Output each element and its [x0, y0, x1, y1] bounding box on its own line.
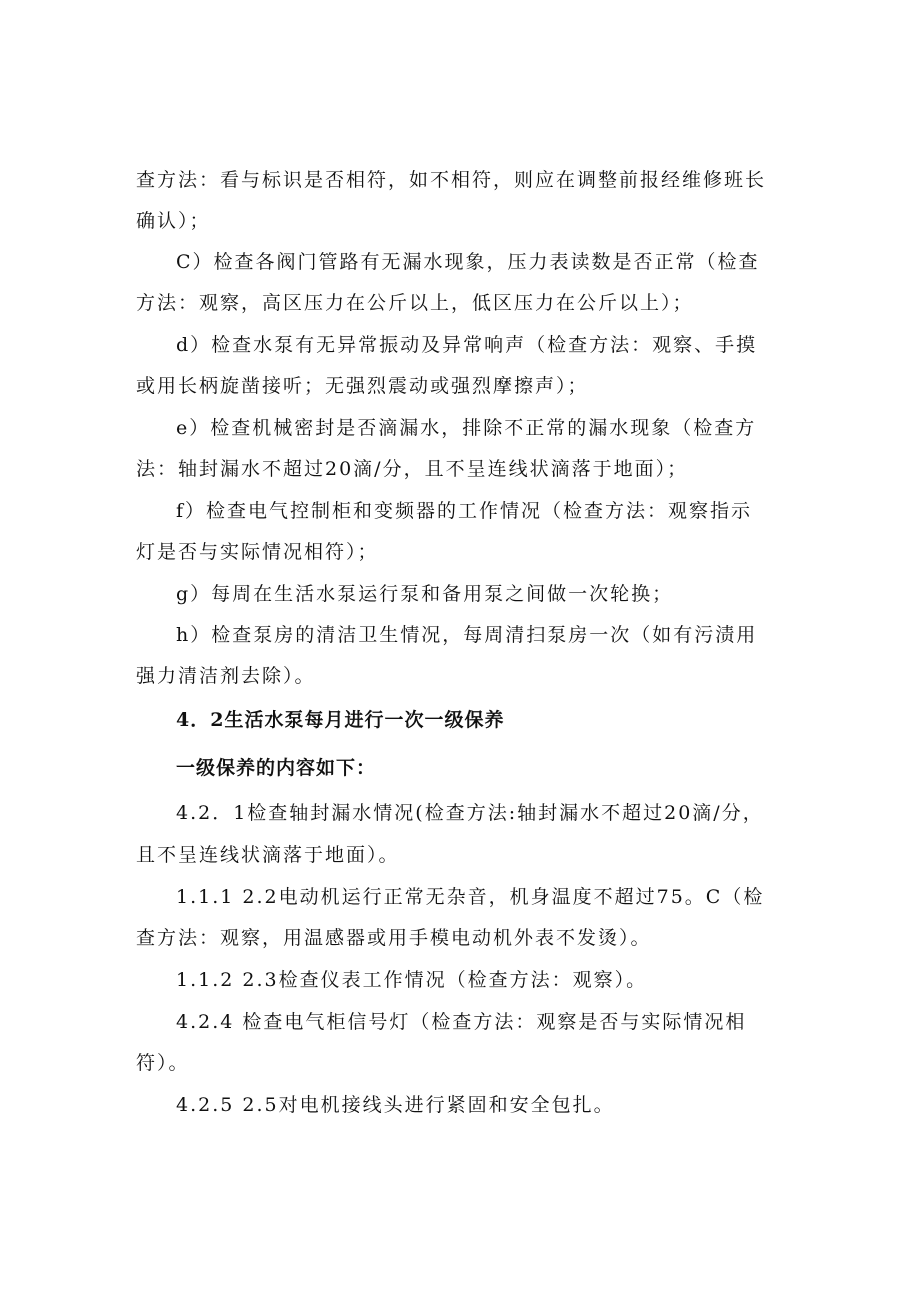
item-2-2: 1.1.1 2.2电动机运行正常无杂音，机身温度不超过75。C（检 — [176, 886, 765, 908]
item-d: d）检查水泵有无异常振动及异常响声（检查方法：观察、手摸 — [176, 334, 758, 356]
text-line: 法：轴封漏水不超过20滴/分，且不呈连线状滴落于地面）； — [136, 458, 689, 480]
text-line: 确认）； — [136, 210, 211, 232]
item-2-3: 1.1.2 2.3检查仪表工作情况（检查方法：观察）。 — [176, 969, 648, 991]
text-line: 或用长柄旋凿接听；无强烈震动或强烈摩擦声）； — [136, 375, 589, 397]
item-g: g）每周在生活水泵运行泵和备用泵之间做一次轮换； — [176, 583, 674, 605]
subsection-heading: 一级保养的内容如下： — [176, 757, 377, 779]
item-c: C）检查各阀门管路有无漏水现象，压力表读数是否正常（检查 — [176, 251, 760, 273]
text-line: 灯是否与实际情况相符）； — [136, 541, 379, 563]
text-line: 查方法：观察，用温感器或用手模电动机外表不发烫）。 — [136, 927, 652, 949]
item-4-2-5: 4.2.5 2.5对电机接线头进行紧固和安全包扎。 — [176, 1094, 615, 1116]
item-h: h）检查泵房的清洁卫生情况，每周清扫泵房一次（如有污渍用 — [176, 624, 758, 646]
text-line: 且不呈连线状滴落于地面）。 — [136, 844, 400, 866]
item-4-2-1: 4.2．1检查轴封漏水情况(检查方法:轴封漏水不超过20滴/分， — [176, 802, 764, 824]
item-e: e）检查机械密封是否滴漏水，排除不正常的漏水现象（检查方 — [176, 417, 757, 439]
item-f: f）检查电气控制柜和变频器的工作情况（检查方法：观察指示 — [176, 500, 753, 522]
text-line: 强力清洁剂去除）。 — [136, 665, 316, 687]
section-heading: 4．2生活水泵每月进行一次一级保养 — [176, 709, 505, 731]
text-line: 符）。 — [136, 1052, 190, 1074]
text-line: 查方法：看与标识是否相符，如不相符，则应在调整前报经维修班长 — [136, 169, 767, 191]
item-4-2-4: 4.2.4 检查电气柜信号灯（检查方法：观察是否与实际情况相 — [176, 1011, 747, 1033]
text-line: 方法：观察，高区压力在公斤以上，低区压力在公斤以上）； — [136, 292, 694, 314]
